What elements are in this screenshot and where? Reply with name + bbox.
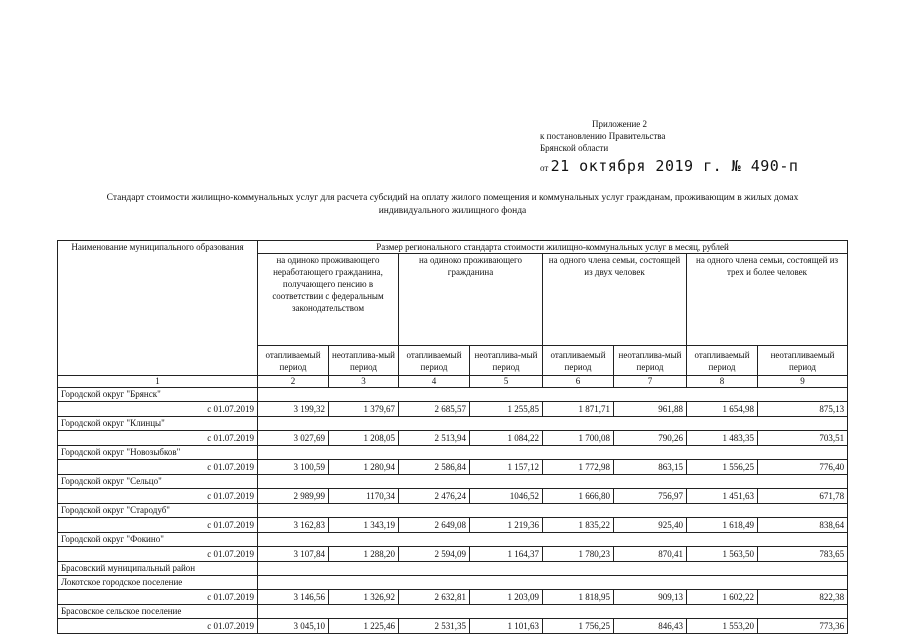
value-cell-col-6: 1 835,22 — [543, 518, 614, 533]
region-row-label: Городской округ "Сельцо" — [58, 475, 258, 489]
column-number-4: 4 — [399, 376, 470, 388]
region-row-label: Городской округ "Клинцы" — [58, 417, 258, 431]
appendix-block — [540, 118, 665, 154]
effective-date: с 01.07.2019 — [58, 518, 258, 533]
value-cell-col-4: 2 594,09 — [399, 547, 470, 562]
value-cell-col-2: 3 199,32 — [258, 402, 329, 417]
value-cell-col-6: 1 666,80 — [543, 489, 614, 504]
value-cell-col-2: 2 989,99 — [258, 489, 329, 504]
subheader-col-5: неотаплива-мый период — [470, 346, 543, 376]
region-row-label: Городской округ "Новозыбков" — [58, 446, 258, 460]
value-cell-col-7: 925,40 — [614, 518, 687, 533]
subheader-col-8: отапливаемый период — [687, 346, 758, 376]
value-cell-col-5: 1046,52 — [470, 489, 543, 504]
value-cell-col-4: 2 531,35 — [399, 619, 470, 634]
table-row — [58, 547, 848, 562]
value-cell-col-5: 1 219,36 — [470, 518, 543, 533]
value-cell-col-4: 2 685,57 — [399, 402, 470, 417]
column-number-3: 3 — [329, 376, 399, 388]
region-row-empty — [258, 446, 848, 460]
region-row-label: Городской округ "Брянск" — [58, 388, 258, 402]
value-cell-col-9: 783,65 — [758, 547, 848, 562]
header-group-1: на одиноко проживающего неработающего гражданина, получающего пенсию в соответствии с федеральным законодательством — [258, 254, 399, 346]
region-row-label: Городской округ "Фокино" — [58, 533, 258, 547]
region-row — [58, 388, 848, 402]
subheader-col-2: отапливаемый период — [258, 346, 329, 376]
value-cell-col-5: 1 157,12 — [470, 460, 543, 475]
region-row-empty — [258, 533, 848, 547]
value-cell-col-6: 1 756,25 — [543, 619, 614, 634]
document-title-line-2: индивидуального жилищного фонда — [378, 206, 527, 216]
value-cell-col-3: 1 326,92 — [329, 590, 399, 605]
value-cell-col-4: 2 586,84 — [399, 460, 470, 475]
value-cell-col-7: 863,15 — [614, 460, 687, 475]
value-cell-col-3: 1 343,19 — [329, 518, 399, 533]
document-title — [40, 192, 865, 218]
value-cell-col-2: 3 146,56 — [258, 590, 329, 605]
value-cell-col-8: 1 553,20 — [687, 619, 758, 634]
value-cell-col-3: 1 379,67 — [329, 402, 399, 417]
value-cell-col-8: 1 556,25 — [687, 460, 758, 475]
settlement-row — [58, 605, 848, 619]
settlement-row-empty — [258, 605, 848, 619]
value-cell-col-8: 1 654,98 — [687, 402, 758, 417]
value-cell-col-3: 1 288,20 — [329, 547, 399, 562]
subheader-col-9: неотапливаемый период — [758, 346, 848, 376]
effective-date: с 01.07.2019 — [58, 547, 258, 562]
effective-date: с 01.07.2019 — [58, 431, 258, 446]
value-cell-col-6: 1 780,23 — [543, 547, 614, 562]
value-cell-col-7: 909,13 — [614, 590, 687, 605]
column-number-8: 8 — [687, 376, 758, 388]
region-row-empty — [258, 417, 848, 431]
region-row — [58, 533, 848, 547]
value-cell-col-8: 1 451,63 — [687, 489, 758, 504]
header-size: Размер регионального стандарта стоимости жилищно-коммунальных услуг в месяц, рублей — [258, 241, 848, 254]
region-row-label: Городской округ "Стародуб" — [58, 504, 258, 518]
value-cell-col-2: 3 107,84 — [258, 547, 329, 562]
table-row — [58, 431, 848, 446]
column-number-5: 5 — [470, 376, 543, 388]
decree-number: 21 октября 2019 г. № 490-п — [550, 157, 799, 175]
region-row — [58, 475, 848, 489]
effective-date: с 01.07.2019 — [58, 619, 258, 634]
subheader-col-6: отапливаемый период — [543, 346, 614, 376]
value-cell-col-7: 961,88 — [614, 402, 687, 417]
value-cell-col-3: 1 225,46 — [329, 619, 399, 634]
table-row — [58, 590, 848, 605]
header-group-2: на одиноко проживающего гражданина — [399, 254, 543, 346]
column-number-9: 9 — [758, 376, 848, 388]
table-row — [58, 518, 848, 533]
column-number-7: 7 — [614, 376, 687, 388]
value-cell-col-4: 2 649,08 — [399, 518, 470, 533]
decree-prefix: от — [540, 163, 549, 173]
value-cell-col-6: 1 772,98 — [543, 460, 614, 475]
table-row — [58, 460, 848, 475]
value-cell-col-9: 671,78 — [758, 489, 848, 504]
value-cell-col-9: 773,36 — [758, 619, 848, 634]
effective-date: с 01.07.2019 — [58, 402, 258, 417]
value-cell-col-9: 822,38 — [758, 590, 848, 605]
region-row — [58, 446, 848, 460]
value-cell-col-6: 1 818,95 — [543, 590, 614, 605]
table-row — [58, 402, 848, 417]
value-cell-col-4: 2 632,81 — [399, 590, 470, 605]
settlement-row — [58, 576, 848, 590]
value-cell-col-9: 875,13 — [758, 402, 848, 417]
value-cell-col-9: 703,51 — [758, 431, 848, 446]
appendix-line-2: Брянской области — [540, 143, 609, 153]
document-title-line-1: Стандарт стоимости жилищно-коммунальных услуг для расчета субсидий на оплату жилого помещения и коммунальных услуг гражданам, проживающим в жилых домах — [106, 193, 799, 203]
district-row-label: Брасовский муниципальный район — [58, 562, 258, 576]
header-group-3: на одного члена семьи, состоящей из двух человек — [543, 254, 687, 346]
table-row — [58, 489, 848, 504]
value-cell-col-4: 2 476,24 — [399, 489, 470, 504]
value-cell-col-8: 1 563,50 — [687, 547, 758, 562]
effective-date: с 01.07.2019 — [58, 489, 258, 504]
appendix-line-1: к постановлению Правительства — [540, 131, 666, 141]
region-row — [58, 417, 848, 431]
region-row-empty — [258, 475, 848, 489]
value-cell-col-2: 3 027,69 — [258, 431, 329, 446]
column-number-2: 2 — [258, 376, 329, 388]
value-cell-col-5: 1 084,22 — [470, 431, 543, 446]
region-row-empty — [258, 388, 848, 402]
value-cell-col-5: 1 101,63 — [470, 619, 543, 634]
column-number-6: 6 — [543, 376, 614, 388]
value-cell-col-3: 1 208,05 — [329, 431, 399, 446]
value-cell-col-9: 776,40 — [758, 460, 848, 475]
value-cell-col-5: 1 255,85 — [470, 402, 543, 417]
value-cell-col-8: 1 618,49 — [687, 518, 758, 533]
subheader-col-3: неотаплива-мый период — [329, 346, 399, 376]
header-group-4: на одного члена семьи, состоящей из трех и более человек — [687, 254, 848, 346]
district-row — [58, 562, 848, 576]
column-number-1: 1 — [58, 376, 258, 388]
value-cell-col-8: 1 483,35 — [687, 431, 758, 446]
value-cell-col-2: 3 045,10 — [258, 619, 329, 634]
value-cell-col-3: 1170,34 — [329, 489, 399, 504]
value-cell-col-7: 756,97 — [614, 489, 687, 504]
standards-table — [57, 240, 848, 634]
value-cell-col-4: 2 513,94 — [399, 431, 470, 446]
decree-line — [540, 157, 798, 175]
value-cell-col-3: 1 280,94 — [329, 460, 399, 475]
value-cell-col-7: 846,43 — [614, 619, 687, 634]
effective-date: с 01.07.2019 — [58, 590, 258, 605]
value-cell-col-5: 1 203,09 — [470, 590, 543, 605]
subheader-col-4: отапливаемый период — [399, 346, 470, 376]
district-row-empty — [258, 562, 848, 576]
value-cell-col-2: 3 162,83 — [258, 518, 329, 533]
value-cell-col-5: 1 164,37 — [470, 547, 543, 562]
settlement-row-label: Брасовское сельское поселение — [58, 605, 258, 619]
value-cell-col-9: 838,64 — [758, 518, 848, 533]
settlement-row-label: Локотское городское поселение — [58, 576, 258, 590]
subheader-col-7: неотаплива-мый период — [614, 346, 687, 376]
value-cell-col-2: 3 100,59 — [258, 460, 329, 475]
value-cell-col-7: 870,41 — [614, 547, 687, 562]
header-name: Наименование муниципального образования — [58, 241, 258, 376]
region-row — [58, 504, 848, 518]
effective-date: с 01.07.2019 — [58, 460, 258, 475]
settlement-row-empty — [258, 576, 848, 590]
value-cell-col-8: 1 602,22 — [687, 590, 758, 605]
region-row-empty — [258, 504, 848, 518]
value-cell-col-6: 1 871,71 — [543, 402, 614, 417]
appendix-title: Приложение 2 — [592, 119, 648, 129]
table-row — [58, 619, 848, 634]
value-cell-col-7: 790,26 — [614, 431, 687, 446]
value-cell-col-6: 1 700,08 — [543, 431, 614, 446]
